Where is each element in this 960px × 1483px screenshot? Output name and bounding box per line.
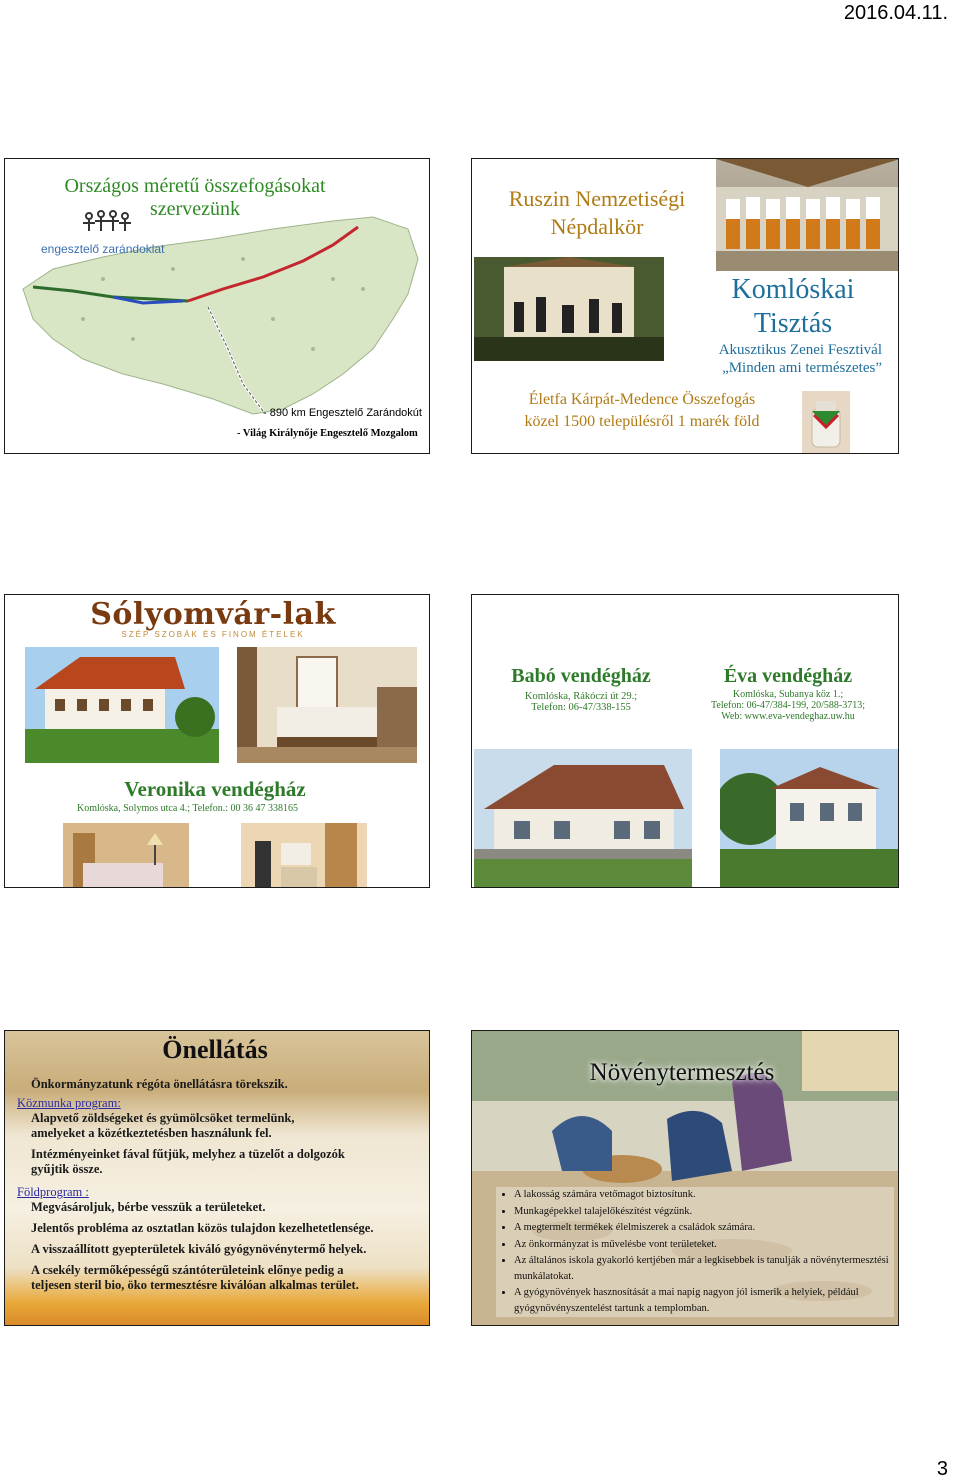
slide6-bullet-list: [496, 1187, 894, 1317]
festival-line2: „Minden ami természetes”: [722, 360, 882, 376]
eletfa-line2: közel 1500 településről 1 marék föld: [524, 413, 760, 430]
concert-photo: [474, 257, 664, 361]
babo-line1: Komlóska, Rákóczi út 29.;: [524, 691, 638, 702]
babo-line2: Telefon: 06-47/338-155: [531, 702, 631, 713]
fold-line3: A visszaállított gyepterületek kiváló gyógynövénytermő helyek.: [31, 1242, 367, 1256]
veronika-kitchen-photo: [241, 823, 367, 888]
fold-line4b: teljesen steril bio, öko termesztésre kiválóan alkalmas terület.: [31, 1278, 359, 1292]
veronika-bedroom-photo: [63, 823, 189, 888]
fold-label: Földprogram :: [17, 1185, 89, 1199]
bullet-item: • A lakosság számára vetőmagot biztosítunk.: [514, 1187, 894, 1203]
bullet-item: • Az önkormányzat is művelésbe vont területeket.: [514, 1237, 894, 1253]
page-number: 3: [936, 1458, 948, 1480]
slide-orszagos: [4, 158, 430, 454]
slide6-title: Növénytermesztés: [589, 1059, 775, 1086]
eva-line2: Telefon: 06-47/384-199, 20/588-3713;: [711, 700, 865, 711]
bullet-item: • Az általános iskola gyakorló kertjében már a legkisebbek is tanulják a növénytermesztési munkálatokat.: [514, 1253, 894, 1284]
veronika-title: Veronika vendégház: [124, 777, 306, 801]
slide-ruszin: [471, 158, 899, 454]
intezmeny-line2: gyűjtik össze.: [31, 1162, 103, 1176]
eva-house-photo: [720, 749, 898, 887]
kozmunka-line2: amelyeket a közétkeztetésben használunk fel.: [31, 1126, 272, 1140]
guesthouse-exterior-photo: [25, 647, 219, 763]
eletfa-line1: Életfa Kárpát-Medence Összefogás: [528, 391, 756, 408]
bullet-item: • A megtermelt termékek élelmiszerek a családok számára.: [514, 1220, 894, 1236]
soil-jar-photo: [802, 391, 850, 453]
kozmunka-line1: Alapvető zöldségeket és gyümölcsöket termelünk,: [31, 1111, 295, 1125]
babo-house-photo: [474, 749, 692, 887]
bullet-item: • A gyógynövények hasznosítását a mai napig nagyon jól ismerik a helyiek, például gyógynövényszentelést tartunk a templomban.: [514, 1285, 894, 1316]
slide1-title: Országos méretű összefogásokat szervezünk: [64, 175, 326, 220]
eva-title: Éva vendégház: [723, 665, 853, 687]
intezmeny-line1: Intézményeinket fával fűtjük, melyhez a tüzelőt a dolgozók: [31, 1147, 345, 1161]
slide5-title: Önellátás: [162, 1035, 268, 1064]
slide-onellatas: [4, 1030, 430, 1326]
pilgrim-figures-icon: [41, 209, 181, 239]
logo-tagline: SZÉP SZOBÁK ÉS FINOM ÉTELEK: [121, 630, 305, 639]
fold-line2: Jelentős probléma az osztatlan közös tulajdon kezelhetetlensége.: [31, 1221, 374, 1235]
folk-choir-photo: [716, 159, 899, 271]
intro-text: Önkormányzatunk régóta önellátásra törekszik.: [31, 1077, 288, 1091]
babo-title: Babó vendégház: [511, 665, 651, 687]
slide2-title-line2: Népdalkör: [550, 214, 644, 239]
logo-title: Sólyomvár-lak: [90, 597, 336, 632]
slide-solyomvar: [4, 594, 430, 888]
kozmunka-label: Közmunka program:: [17, 1096, 121, 1110]
page-date: 2016.04.11.: [843, 2, 948, 24]
slide2-title2-line2: Tisztás: [753, 308, 833, 339]
slide-novenytermesztes: [471, 1030, 899, 1326]
eva-line1: Komlóska, Subanya köz 1.;: [732, 689, 844, 700]
fold-line4a: A csekély termőképességű szántóterületeink előnye pedig a: [31, 1263, 344, 1277]
festival-line1: Akusztikus Zenei Fesztivál: [718, 342, 882, 358]
slide-vendeghazak: [471, 594, 899, 888]
slide2-title-line1: Ruszin Nemzetiségi: [508, 186, 686, 211]
solyomvar-logo: [33, 597, 393, 639]
guestroom-photo: [237, 647, 417, 763]
bullet-item: • Munkagépekkel talajelőkészítést végzünk.: [514, 1204, 894, 1220]
slide1-line1: - 890 km Engesztelő Zarándokút: [263, 407, 422, 419]
eva-line3: Web: www.eva-vendeghaz.uw.hu: [721, 711, 855, 722]
slide2-title2-line1: Komlóskai: [731, 274, 855, 305]
slide1-line2: - Világ Királynője Engesztelő Mozgalom: [237, 428, 418, 439]
logo-text: engesztelő zarándoklat: [41, 242, 165, 256]
fold-line1: Megvásároljuk, bérbe vesszük a területeket.: [31, 1200, 266, 1214]
pilgrim-logo: [41, 209, 181, 256]
veronika-info: Komlóska, Solymos utca 4.; Telefon.: 00 36 47 338165: [77, 803, 299, 814]
